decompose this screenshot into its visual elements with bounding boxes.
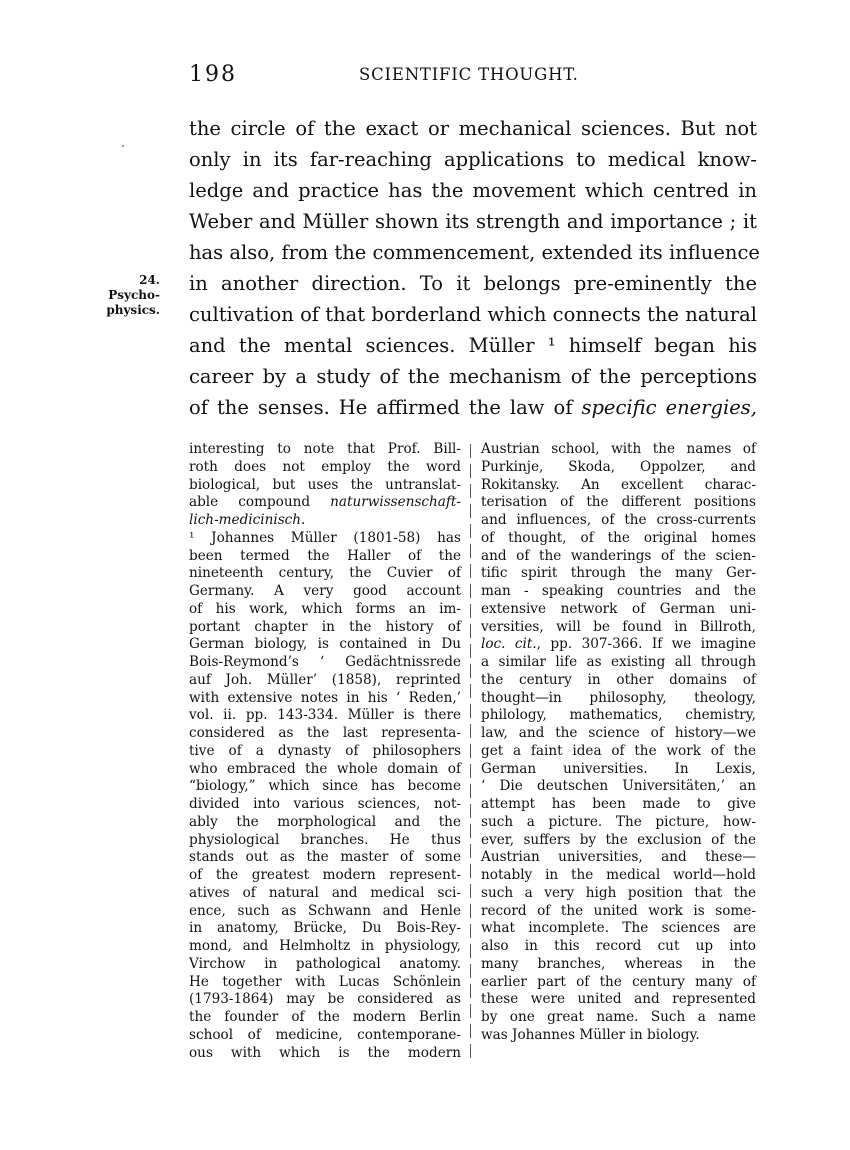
- body-line: career by a study of the mechanism of the perceptions: [189, 365, 757, 388]
- footnote-line: notably in the medical world—hold: [481, 867, 756, 883]
- footnote-line: divided into various sciences, not-: [189, 796, 461, 812]
- footnote-line: such a very high position that the: [481, 884, 756, 901]
- stray-ink-mark: [122, 145, 124, 147]
- footnote-line: get a faint idea of the work of the: [481, 742, 756, 759]
- footnote-line: German biology, is contained in Du: [189, 636, 461, 653]
- body-line: only in its far-reaching applications to medical know-: [189, 148, 757, 171]
- footnote-line: ¹ Johannes Müller (1801-58) has: [189, 529, 461, 546]
- footnote-line: terisation of the different positions: [481, 494, 756, 511]
- footnote-line: ous with which is the modern: [189, 1044, 461, 1061]
- footnote-line: Bois-Reymond’s ‘ Gedächtnissrede: [189, 654, 461, 670]
- footnote-line: physiological branches. He thus: [189, 831, 461, 848]
- footnote-line: interesting to note that Prof. Bill-: [189, 441, 461, 457]
- footnote-line: thought—in philosophy, theology,: [481, 689, 756, 706]
- sidenote-number: 24.: [139, 273, 160, 287]
- running-head: [189, 62, 757, 92]
- footnote-line: [189, 512, 461, 530]
- footnote-line: of his work, which forms an im-: [189, 600, 461, 617]
- footnote-line: man - speaking countries and the: [481, 583, 756, 599]
- column-divider: [470, 444, 471, 1062]
- footnote-line: of thought, of the original homes: [481, 529, 756, 546]
- footnote-line: attempt has been made to give: [481, 796, 756, 812]
- footnote-line: tive of a dynasty of philosophers: [189, 742, 461, 759]
- footnote-line: was Johannes Müller in biology.: [481, 1026, 700, 1043]
- body-line: in another direction. To it belongs pre-eminently the: [189, 272, 757, 295]
- footnote-line: vol. ii. pp. 143-334. Müller is there: [189, 707, 461, 724]
- footnote-line: by one great name. Such a name: [481, 1009, 756, 1025]
- footnote-line: ‘ Die deutschen Universitäten,’ an: [481, 778, 756, 795]
- body-line: and the mental sciences. Müller ¹ himself began his: [189, 334, 757, 357]
- footnote-line: He together with Lucas Schönlein: [189, 973, 461, 990]
- footnote-line: considered as the last representa-: [189, 725, 461, 741]
- margin-sidenote: [92, 273, 160, 318]
- footnote-line: these were united and represented: [481, 991, 756, 1008]
- footnote-line: what incomplete. The sciences are: [481, 920, 756, 937]
- footnote-line: Austrian school, with the names of: [481, 441, 756, 457]
- italic-term: naturwissenschaft-: [330, 494, 461, 511]
- footnote-line: many branches, whereas in the: [481, 955, 756, 972]
- footnote-line: extensive network of German uni-: [481, 600, 756, 617]
- sidenote-line: physics.: [106, 303, 160, 317]
- footnote-line: school of medicine, contemporane-: [189, 1026, 461, 1043]
- body-line: has also, from the commencement, extended its influence: [189, 241, 760, 264]
- footnote-line: German universities. In Lexis,: [481, 760, 756, 777]
- footnote-line: the century in other domains of: [481, 671, 756, 688]
- footnote-right-column: [481, 441, 756, 1045]
- body-line: ledge and practice has the movement which centred in: [189, 179, 757, 202]
- main-body-text: [189, 113, 760, 423]
- footnote-left-column: [189, 441, 461, 1062]
- body-line: Weber and Müller shown its strength and importance ; it: [189, 210, 757, 233]
- footnote-line: earlier part of the century many of: [481, 973, 756, 990]
- footnote-line: ence, such as Schwann and Henle: [189, 902, 461, 919]
- footnote-line: been termed the Haller of the: [189, 547, 461, 564]
- footnote-line: nineteenth century, the Cuvier of: [189, 565, 461, 582]
- footnote-line: law, and the science of history—we: [481, 725, 756, 741]
- body-line: cultivation of that borderland which connects the natural: [189, 303, 757, 326]
- footnote-line: versities, will be found in Billroth,: [481, 618, 756, 635]
- footnote-line: record of the united work is some-: [481, 902, 756, 919]
- footnote-line: the founder of the modern Berlin: [189, 1009, 461, 1025]
- footnote-line: portant chapter in the history of: [189, 618, 461, 635]
- italic-term: loc. cit.: [481, 636, 537, 653]
- footnote-line: ably the morphological and the: [189, 813, 461, 830]
- footnote-line: atives of natural and medical sci-: [189, 884, 461, 901]
- footnote-line: such a picture. The picture, how-: [481, 813, 756, 830]
- footnote-line: able compound naturwissenschaft-: [189, 494, 461, 511]
- footnote-line: biological, but uses the untranslat-: [189, 476, 461, 493]
- body-line: the circle of the exact or mechanical sciences. But not: [189, 117, 757, 140]
- page-number: 198: [189, 62, 237, 87]
- footnote-line: Virchow in pathological anatomy.: [189, 955, 461, 972]
- footnote-line: stands out as the master of some: [189, 849, 461, 866]
- italic-term: lich-medicinisch.: [189, 512, 306, 528]
- footnote-line: loc. cit., pp. 307-366. If we imagine: [481, 636, 756, 653]
- footnote-line: of the greatest modern represent-: [189, 867, 461, 883]
- footnote-line: with extensive notes in his ‘ Reden,’: [189, 689, 461, 706]
- body-line: of the senses. He affirmed the law of specific energies,: [189, 396, 757, 419]
- footnote-line: tific spirit through the many Ger-: [481, 565, 756, 582]
- italic-term: specific energies,: [581, 396, 757, 419]
- sidenote-line: Psycho-: [108, 288, 160, 302]
- footnote-line: who embraced the whole domain of: [189, 760, 461, 777]
- footnote-line: also in this record cut up into: [481, 938, 756, 954]
- footnote-line: a similar life as existing all through: [481, 654, 756, 670]
- footnote-line: “biology,” which since has become: [189, 778, 461, 795]
- footnote-line: Austrian universities, and these—: [481, 849, 756, 866]
- footnote-line: auf Joh. Müller’ (1858), reprinted: [189, 671, 461, 688]
- footnote-line: and influences, of the cross-currents: [481, 512, 756, 528]
- footnote-line: roth does not employ the word: [189, 458, 461, 475]
- footnote-line: in anatomy, Brücke, Du Bois-Rey-: [189, 920, 461, 937]
- footnote-line: (1793-1864) may be considered as: [189, 991, 461, 1008]
- footnote-line: Rokitansky. An excellent charac-: [481, 476, 756, 493]
- footnote-line: philology, mathematics, chemistry,: [481, 707, 756, 724]
- footnote-line: Purkinje, Skoda, Oppolzer, and: [481, 458, 756, 475]
- footnote-line: ever, suffers by the exclusion of the: [481, 831, 756, 848]
- footnote-line: Germany. A very good account: [189, 583, 461, 599]
- footnote-line: and of the wanderings of the scien-: [481, 547, 756, 564]
- footnote-line: mond, and Helmholtz in physiology,: [189, 938, 461, 954]
- running-title: SCIENTIFIC THOUGHT.: [359, 65, 579, 84]
